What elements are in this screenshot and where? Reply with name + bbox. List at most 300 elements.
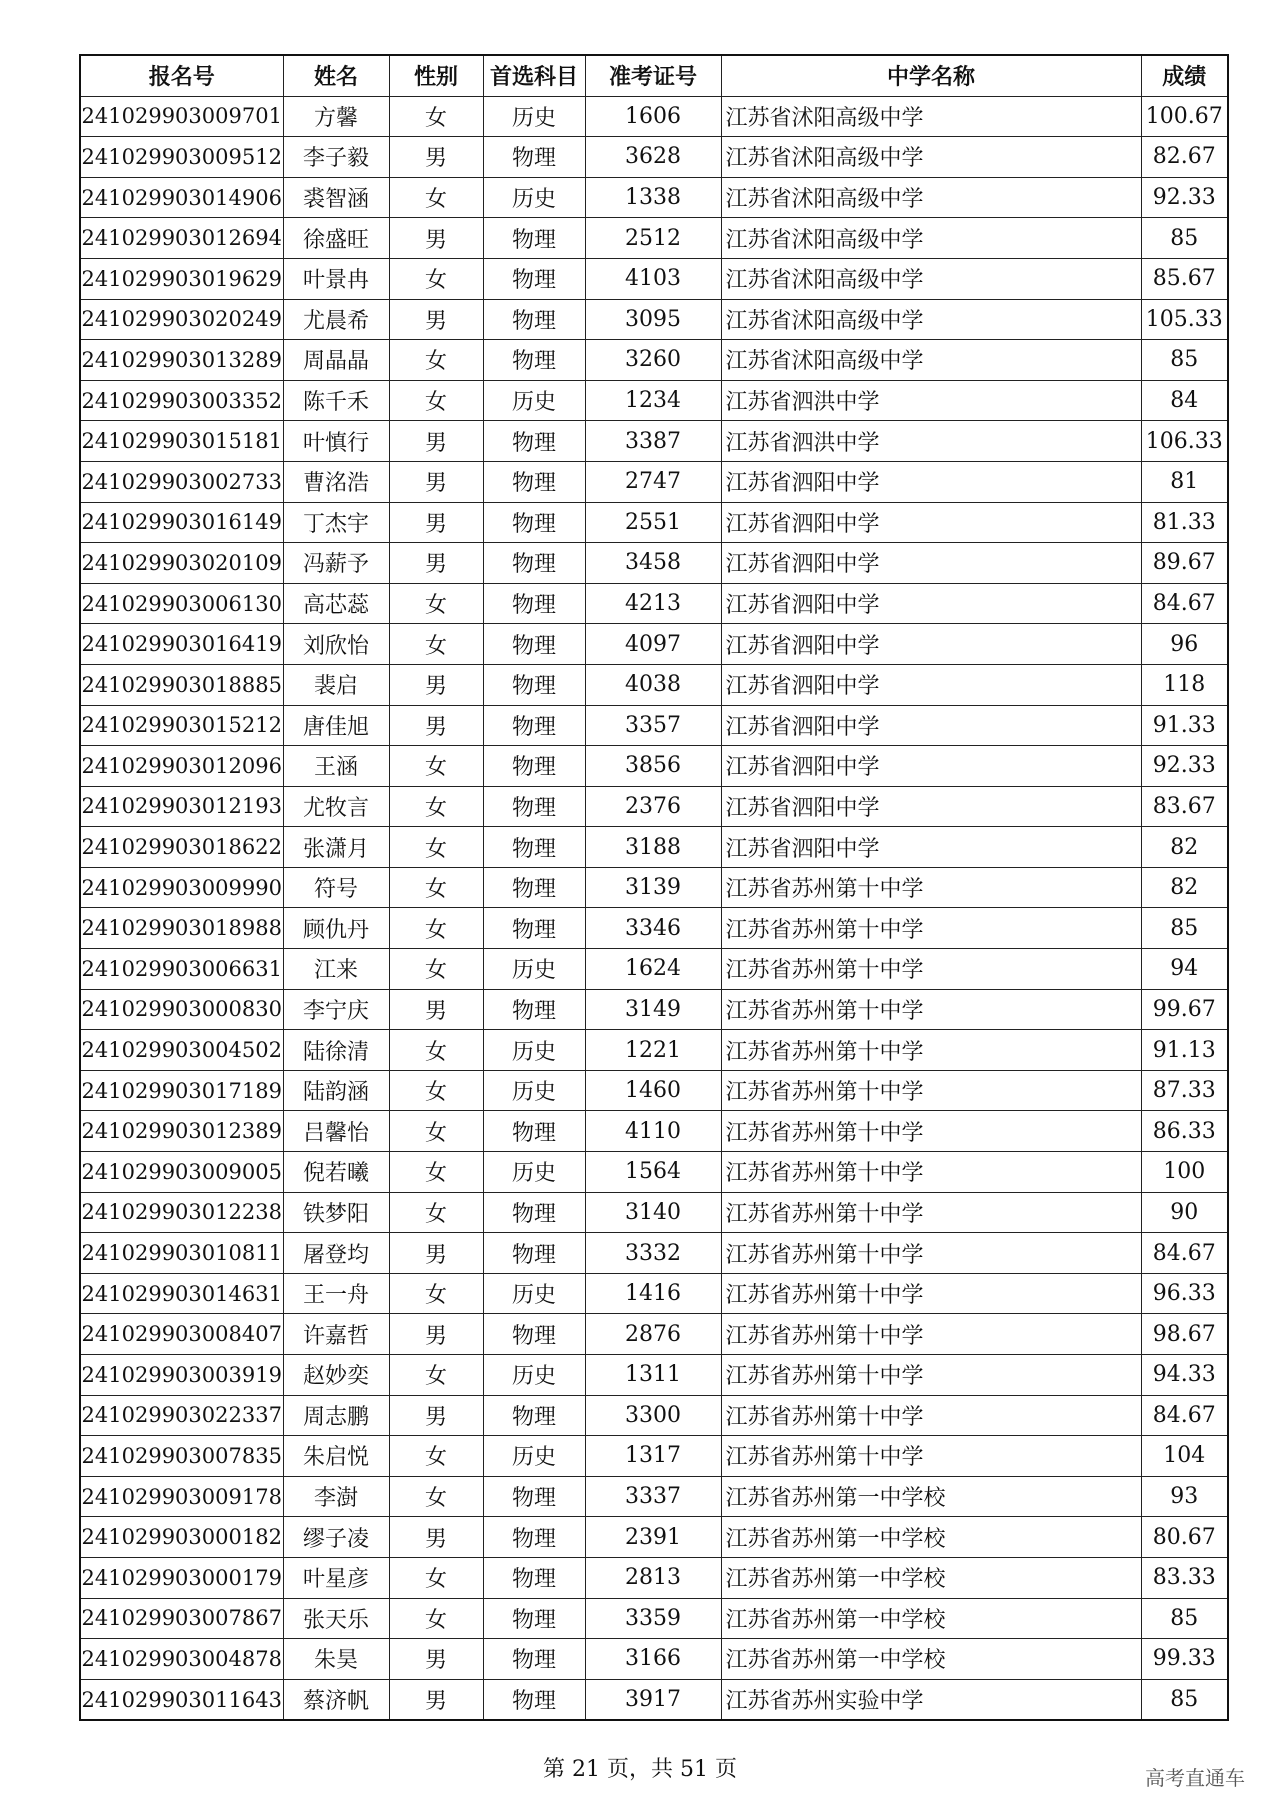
cell-gender: 女 bbox=[389, 624, 483, 665]
cell-registration-no: 241029903012694 bbox=[80, 218, 283, 259]
table-row bbox=[80, 786, 1228, 827]
cell-exam-no: 1624 bbox=[585, 949, 721, 990]
table-row bbox=[80, 1192, 1228, 1233]
cell-score: 96 bbox=[1141, 624, 1228, 665]
cell-registration-no: 241029903015181 bbox=[80, 421, 283, 462]
cell-gender: 女 bbox=[389, 1111, 483, 1152]
cell-score: 85.67 bbox=[1141, 258, 1228, 299]
cell-exam-no: 3458 bbox=[585, 543, 721, 584]
cell-subject: 物理 bbox=[483, 1476, 585, 1517]
table-row bbox=[80, 218, 1228, 259]
cell-gender: 男 bbox=[389, 299, 483, 340]
table-row bbox=[80, 258, 1228, 299]
cell-subject: 物理 bbox=[483, 1679, 585, 1720]
table-row bbox=[80, 1557, 1228, 1598]
cell-gender: 女 bbox=[389, 177, 483, 218]
cell-exam-no: 3628 bbox=[585, 137, 721, 178]
cell-subject: 历史 bbox=[483, 177, 585, 218]
cell-registration-no: 241029903020249 bbox=[80, 299, 283, 340]
cell-name: 陈千禾 bbox=[283, 380, 389, 421]
cell-subject: 物理 bbox=[483, 827, 585, 868]
cell-registration-no: 241029903012389 bbox=[80, 1111, 283, 1152]
table-row bbox=[80, 827, 1228, 868]
cell-gender: 男 bbox=[389, 461, 483, 502]
cell-name: 陆徐清 bbox=[283, 1030, 389, 1071]
table-row bbox=[80, 1517, 1228, 1558]
cell-subject: 物理 bbox=[483, 989, 585, 1030]
cell-exam-no: 1234 bbox=[585, 380, 721, 421]
table-row bbox=[80, 705, 1228, 746]
table-row bbox=[80, 1030, 1228, 1071]
header-row bbox=[80, 55, 1228, 96]
cell-name: 刘欣怡 bbox=[283, 624, 389, 665]
cell-exam-no: 3139 bbox=[585, 867, 721, 908]
header-name: 姓名 bbox=[283, 55, 389, 96]
cell-exam-no: 3188 bbox=[585, 827, 721, 868]
page-number: 第 21 页，共 51 页 bbox=[543, 1757, 737, 1782]
cell-school: 江苏省泗阳中学 bbox=[721, 705, 1141, 746]
cell-exam-no: 3917 bbox=[585, 1679, 721, 1720]
table-row bbox=[80, 989, 1228, 1030]
cell-gender: 女 bbox=[389, 340, 483, 381]
cell-registration-no: 241029903004878 bbox=[80, 1639, 283, 1680]
table-row bbox=[80, 624, 1228, 665]
cell-name: 倪若曦 bbox=[283, 1152, 389, 1193]
table-row bbox=[80, 177, 1228, 218]
cell-registration-no: 241029903000830 bbox=[80, 989, 283, 1030]
cell-score: 99.33 bbox=[1141, 1639, 1228, 1680]
cell-name: 叶景冉 bbox=[283, 258, 389, 299]
cell-registration-no: 241029903018885 bbox=[80, 664, 283, 705]
table-row bbox=[80, 1233, 1228, 1274]
cell-score: 84.67 bbox=[1141, 583, 1228, 624]
cell-gender: 女 bbox=[389, 867, 483, 908]
cell-school: 江苏省苏州第一中学校 bbox=[721, 1557, 1141, 1598]
cell-score: 104 bbox=[1141, 1436, 1228, 1477]
table-row bbox=[80, 380, 1228, 421]
cell-name: 张潇月 bbox=[283, 827, 389, 868]
cell-score: 84 bbox=[1141, 380, 1228, 421]
cell-exam-no: 3337 bbox=[585, 1476, 721, 1517]
table-row bbox=[80, 664, 1228, 705]
cell-school: 江苏省苏州第十中学 bbox=[721, 1233, 1141, 1274]
cell-exam-no: 3359 bbox=[585, 1598, 721, 1639]
table-row bbox=[80, 746, 1228, 787]
cell-exam-no: 2376 bbox=[585, 786, 721, 827]
cell-school: 江苏省泗洪中学 bbox=[721, 380, 1141, 421]
header-exam-no: 准考证号 bbox=[585, 55, 721, 96]
header-subject: 首选科目 bbox=[483, 55, 585, 96]
cell-name: 裘智涵 bbox=[283, 177, 389, 218]
cell-registration-no: 241029903012238 bbox=[80, 1192, 283, 1233]
table-row bbox=[80, 583, 1228, 624]
cell-name: 符号 bbox=[283, 867, 389, 908]
cell-registration-no: 241029903018988 bbox=[80, 908, 283, 949]
cell-name: 江来 bbox=[283, 949, 389, 990]
table-row bbox=[80, 1273, 1228, 1314]
cell-exam-no: 4097 bbox=[585, 624, 721, 665]
cell-name: 徐盛旺 bbox=[283, 218, 389, 259]
cell-school: 江苏省沭阳高级中学 bbox=[721, 137, 1141, 178]
table-body bbox=[80, 96, 1228, 1720]
cell-score: 118 bbox=[1141, 664, 1228, 705]
table-row bbox=[80, 1314, 1228, 1355]
cell-subject: 物理 bbox=[483, 1639, 585, 1680]
cell-score: 106.33 bbox=[1141, 421, 1228, 462]
cell-gender: 女 bbox=[389, 1598, 483, 1639]
header-school: 中学名称 bbox=[721, 55, 1141, 96]
table-row bbox=[80, 1111, 1228, 1152]
cell-school: 江苏省苏州第十中学 bbox=[721, 1314, 1141, 1355]
cell-gender: 女 bbox=[389, 258, 483, 299]
cell-registration-no: 241029903014906 bbox=[80, 177, 283, 218]
cell-gender: 男 bbox=[389, 1314, 483, 1355]
cell-name: 李宁庆 bbox=[283, 989, 389, 1030]
cell-gender: 女 bbox=[389, 1557, 483, 1598]
cell-school: 江苏省泗阳中学 bbox=[721, 583, 1141, 624]
cell-school: 江苏省泗阳中学 bbox=[721, 664, 1141, 705]
cell-gender: 女 bbox=[389, 380, 483, 421]
cell-exam-no: 1606 bbox=[585, 96, 721, 137]
cell-score: 94 bbox=[1141, 949, 1228, 990]
table-row bbox=[80, 96, 1228, 137]
cell-name: 李澍 bbox=[283, 1476, 389, 1517]
cell-score: 105.33 bbox=[1141, 299, 1228, 340]
cell-registration-no: 241029903012193 bbox=[80, 786, 283, 827]
cell-school: 江苏省苏州第十中学 bbox=[721, 1192, 1141, 1233]
cell-subject: 物理 bbox=[483, 258, 585, 299]
cell-gender: 男 bbox=[389, 218, 483, 259]
cell-school: 江苏省苏州第一中学校 bbox=[721, 1517, 1141, 1558]
cell-registration-no: 241029903018622 bbox=[80, 827, 283, 868]
cell-gender: 男 bbox=[389, 502, 483, 543]
cell-gender: 男 bbox=[389, 664, 483, 705]
cell-subject: 物理 bbox=[483, 1314, 585, 1355]
cell-exam-no: 3357 bbox=[585, 705, 721, 746]
cell-exam-no: 1311 bbox=[585, 1355, 721, 1396]
cell-registration-no: 241029903006631 bbox=[80, 949, 283, 990]
cell-school: 江苏省苏州第十中学 bbox=[721, 1070, 1141, 1111]
cell-school: 江苏省苏州第十中学 bbox=[721, 1355, 1141, 1396]
cell-score: 85 bbox=[1141, 908, 1228, 949]
cell-school: 江苏省苏州第十中学 bbox=[721, 1111, 1141, 1152]
cell-gender: 女 bbox=[389, 1476, 483, 1517]
cell-score: 81.33 bbox=[1141, 502, 1228, 543]
cell-name: 吕馨怡 bbox=[283, 1111, 389, 1152]
cell-subject: 物理 bbox=[483, 218, 585, 259]
cell-score: 91.33 bbox=[1141, 705, 1228, 746]
cell-name: 方馨 bbox=[283, 96, 389, 137]
cell-exam-no: 2391 bbox=[585, 1517, 721, 1558]
cell-registration-no: 241029903002733 bbox=[80, 461, 283, 502]
cell-subject: 历史 bbox=[483, 1273, 585, 1314]
cell-exam-no: 1221 bbox=[585, 1030, 721, 1071]
cell-school: 江苏省苏州第十中学 bbox=[721, 1152, 1141, 1193]
cell-score: 92.33 bbox=[1141, 177, 1228, 218]
cell-registration-no: 241029903016419 bbox=[80, 624, 283, 665]
cell-registration-no: 241029903009005 bbox=[80, 1152, 283, 1193]
cell-score: 85 bbox=[1141, 1598, 1228, 1639]
cell-subject: 物理 bbox=[483, 421, 585, 462]
cell-registration-no: 241029903003919 bbox=[80, 1355, 283, 1396]
cell-score: 94.33 bbox=[1141, 1355, 1228, 1396]
cell-gender: 男 bbox=[389, 1233, 483, 1274]
table-row bbox=[80, 1639, 1228, 1680]
cell-school: 江苏省苏州第一中学校 bbox=[721, 1476, 1141, 1517]
cell-exam-no: 1460 bbox=[585, 1070, 721, 1111]
cell-score: 100 bbox=[1141, 1152, 1228, 1193]
cell-exam-no: 3300 bbox=[585, 1395, 721, 1436]
cell-name: 冯薪予 bbox=[283, 543, 389, 584]
cell-name: 尤晨希 bbox=[283, 299, 389, 340]
table-row bbox=[80, 1070, 1228, 1111]
cell-score: 100.67 bbox=[1141, 96, 1228, 137]
cell-registration-no: 241029903010811 bbox=[80, 1233, 283, 1274]
cell-subject: 物理 bbox=[483, 1557, 585, 1598]
cell-registration-no: 241029903006130 bbox=[80, 583, 283, 624]
cell-gender: 女 bbox=[389, 1152, 483, 1193]
cell-name: 陆韵涵 bbox=[283, 1070, 389, 1111]
cell-registration-no: 241029903012096 bbox=[80, 746, 283, 787]
cell-score: 85 bbox=[1141, 1679, 1228, 1720]
cell-gender: 女 bbox=[389, 1355, 483, 1396]
cell-name: 尤牧言 bbox=[283, 786, 389, 827]
cell-name: 李子毅 bbox=[283, 137, 389, 178]
table-row bbox=[80, 949, 1228, 990]
table-row bbox=[80, 1598, 1228, 1639]
cell-name: 曹洺浩 bbox=[283, 461, 389, 502]
cell-subject: 物理 bbox=[483, 624, 585, 665]
cell-name: 铁梦阳 bbox=[283, 1192, 389, 1233]
cell-exam-no: 3260 bbox=[585, 340, 721, 381]
cell-subject: 物理 bbox=[483, 786, 585, 827]
cell-subject: 物理 bbox=[483, 1395, 585, 1436]
cell-score: 87.33 bbox=[1141, 1070, 1228, 1111]
cell-score: 81 bbox=[1141, 461, 1228, 502]
cell-registration-no: 241029903000179 bbox=[80, 1557, 283, 1598]
cell-registration-no: 241029903014631 bbox=[80, 1273, 283, 1314]
cell-exam-no: 4110 bbox=[585, 1111, 721, 1152]
cell-school: 江苏省苏州第十中学 bbox=[721, 1030, 1141, 1071]
table-row bbox=[80, 543, 1228, 584]
cell-subject: 物理 bbox=[483, 1233, 585, 1274]
cell-registration-no: 241029903009512 bbox=[80, 137, 283, 178]
cell-subject: 物理 bbox=[483, 746, 585, 787]
cell-registration-no: 241029903007835 bbox=[80, 1436, 283, 1477]
cell-exam-no: 2512 bbox=[585, 218, 721, 259]
cell-gender: 女 bbox=[389, 746, 483, 787]
cell-score: 85 bbox=[1141, 218, 1228, 259]
cell-name: 丁杰宇 bbox=[283, 502, 389, 543]
cell-gender: 男 bbox=[389, 989, 483, 1030]
cell-gender: 女 bbox=[389, 908, 483, 949]
cell-name: 张天乐 bbox=[283, 1598, 389, 1639]
cell-name: 唐佳旭 bbox=[283, 705, 389, 746]
cell-name: 顾仇丹 bbox=[283, 908, 389, 949]
cell-subject: 物理 bbox=[483, 908, 585, 949]
cell-exam-no: 2876 bbox=[585, 1314, 721, 1355]
cell-school: 江苏省泗阳中学 bbox=[721, 543, 1141, 584]
cell-gender: 男 bbox=[389, 1679, 483, 1720]
cell-exam-no: 3149 bbox=[585, 989, 721, 1030]
header-registration-no: 报名号 bbox=[80, 55, 283, 96]
cell-school: 江苏省泗阳中学 bbox=[721, 746, 1141, 787]
table-row bbox=[80, 1476, 1228, 1517]
cell-score: 82 bbox=[1141, 827, 1228, 868]
cell-score: 86.33 bbox=[1141, 1111, 1228, 1152]
cell-exam-no: 2813 bbox=[585, 1557, 721, 1598]
cell-gender: 男 bbox=[389, 1517, 483, 1558]
table-row bbox=[80, 502, 1228, 543]
cell-score: 80.67 bbox=[1141, 1517, 1228, 1558]
cell-name: 王一舟 bbox=[283, 1273, 389, 1314]
cell-name: 蔡济帆 bbox=[283, 1679, 389, 1720]
cell-score: 83.67 bbox=[1141, 786, 1228, 827]
cell-exam-no: 4038 bbox=[585, 664, 721, 705]
cell-subject: 历史 bbox=[483, 949, 585, 990]
cell-exam-no: 3095 bbox=[585, 299, 721, 340]
cell-name: 叶慎行 bbox=[283, 421, 389, 462]
cell-subject: 物理 bbox=[483, 1192, 585, 1233]
cell-score: 96.33 bbox=[1141, 1273, 1228, 1314]
cell-school: 江苏省苏州第十中学 bbox=[721, 989, 1141, 1030]
table-row bbox=[80, 1679, 1228, 1720]
header-score: 成绩 bbox=[1141, 55, 1228, 96]
cell-score: 90 bbox=[1141, 1192, 1228, 1233]
cell-name: 朱昊 bbox=[283, 1639, 389, 1680]
header-gender: 性别 bbox=[389, 55, 483, 96]
cell-exam-no: 4213 bbox=[585, 583, 721, 624]
cell-registration-no: 241029903004502 bbox=[80, 1030, 283, 1071]
cell-score: 85 bbox=[1141, 340, 1228, 381]
table-row bbox=[80, 908, 1228, 949]
table-row bbox=[80, 1152, 1228, 1193]
cell-school: 江苏省沭阳高级中学 bbox=[721, 258, 1141, 299]
cell-gender: 男 bbox=[389, 421, 483, 462]
cell-registration-no: 241029903011643 bbox=[80, 1679, 283, 1720]
cell-subject: 物理 bbox=[483, 543, 585, 584]
cell-score: 92.33 bbox=[1141, 746, 1228, 787]
cell-subject: 物理 bbox=[483, 1111, 585, 1152]
cell-school: 江苏省沭阳高级中学 bbox=[721, 96, 1141, 137]
cell-name: 周晶晶 bbox=[283, 340, 389, 381]
cell-registration-no: 241029903019629 bbox=[80, 258, 283, 299]
score-table bbox=[79, 54, 1229, 1721]
cell-exam-no: 2747 bbox=[585, 461, 721, 502]
cell-name: 王涵 bbox=[283, 746, 389, 787]
cell-registration-no: 241029903013289 bbox=[80, 340, 283, 381]
cell-school: 江苏省苏州第十中学 bbox=[721, 867, 1141, 908]
cell-gender: 女 bbox=[389, 1070, 483, 1111]
cell-exam-no: 1338 bbox=[585, 177, 721, 218]
cell-school: 江苏省泗洪中学 bbox=[721, 421, 1141, 462]
cell-gender: 女 bbox=[389, 827, 483, 868]
cell-school: 江苏省沭阳高级中学 bbox=[721, 177, 1141, 218]
cell-score: 84.67 bbox=[1141, 1233, 1228, 1274]
cell-registration-no: 241029903009990 bbox=[80, 867, 283, 908]
cell-exam-no: 3346 bbox=[585, 908, 721, 949]
cell-name: 屠登均 bbox=[283, 1233, 389, 1274]
cell-registration-no: 241029903003352 bbox=[80, 380, 283, 421]
cell-subject: 物理 bbox=[483, 1517, 585, 1558]
cell-subject: 历史 bbox=[483, 96, 585, 137]
cell-gender: 男 bbox=[389, 705, 483, 746]
cell-name: 高芯蕊 bbox=[283, 583, 389, 624]
cell-gender: 女 bbox=[389, 1030, 483, 1071]
cell-exam-no: 3140 bbox=[585, 1192, 721, 1233]
cell-gender: 男 bbox=[389, 1639, 483, 1680]
cell-registration-no: 241029903007867 bbox=[80, 1598, 283, 1639]
cell-subject: 历史 bbox=[483, 1070, 585, 1111]
cell-school: 江苏省沭阳高级中学 bbox=[721, 340, 1141, 381]
cell-subject: 物理 bbox=[483, 867, 585, 908]
table-row bbox=[80, 421, 1228, 462]
cell-exam-no: 1564 bbox=[585, 1152, 721, 1193]
table-row bbox=[80, 1355, 1228, 1396]
table-row bbox=[80, 1436, 1228, 1477]
table-row bbox=[80, 299, 1228, 340]
cell-school: 江苏省泗阳中学 bbox=[721, 786, 1141, 827]
cell-subject: 物理 bbox=[483, 461, 585, 502]
cell-exam-no: 3387 bbox=[585, 421, 721, 462]
cell-subject: 物理 bbox=[483, 137, 585, 178]
cell-subject: 历史 bbox=[483, 1152, 585, 1193]
cell-gender: 男 bbox=[389, 543, 483, 584]
table-row bbox=[80, 340, 1228, 381]
cell-subject: 历史 bbox=[483, 1355, 585, 1396]
cell-exam-no: 3332 bbox=[585, 1233, 721, 1274]
cell-school: 江苏省沭阳高级中学 bbox=[721, 218, 1141, 259]
cell-gender: 女 bbox=[389, 96, 483, 137]
cell-school: 江苏省泗阳中学 bbox=[721, 461, 1141, 502]
cell-gender: 女 bbox=[389, 1273, 483, 1314]
cell-school: 江苏省苏州第十中学 bbox=[721, 1395, 1141, 1436]
cell-registration-no: 241029903022337 bbox=[80, 1395, 283, 1436]
cell-school: 江苏省苏州第一中学校 bbox=[721, 1639, 1141, 1680]
cell-subject: 物理 bbox=[483, 705, 585, 746]
cell-score: 82.67 bbox=[1141, 137, 1228, 178]
cell-registration-no: 241029903009701 bbox=[80, 96, 283, 137]
cell-name: 叶星彦 bbox=[283, 1557, 389, 1598]
cell-gender: 女 bbox=[389, 1192, 483, 1233]
cell-score: 98.67 bbox=[1141, 1314, 1228, 1355]
cell-gender: 女 bbox=[389, 1436, 483, 1477]
watermark: 高考直通车 bbox=[1145, 1766, 1245, 1790]
cell-registration-no: 241029903008407 bbox=[80, 1314, 283, 1355]
table-row bbox=[80, 1395, 1228, 1436]
cell-school: 江苏省泗阳中学 bbox=[721, 502, 1141, 543]
cell-subject: 历史 bbox=[483, 1436, 585, 1477]
cell-registration-no: 241029903017189 bbox=[80, 1070, 283, 1111]
cell-subject: 物理 bbox=[483, 583, 585, 624]
cell-school: 江苏省苏州第十中学 bbox=[721, 908, 1141, 949]
cell-subject: 物理 bbox=[483, 1598, 585, 1639]
cell-exam-no: 1416 bbox=[585, 1273, 721, 1314]
cell-score: 83.33 bbox=[1141, 1557, 1228, 1598]
cell-exam-no: 3856 bbox=[585, 746, 721, 787]
cell-school: 江苏省泗阳中学 bbox=[721, 624, 1141, 665]
cell-school: 江苏省苏州第十中学 bbox=[721, 949, 1141, 990]
cell-score: 89.67 bbox=[1141, 543, 1228, 584]
table-row bbox=[80, 461, 1228, 502]
table-row bbox=[80, 137, 1228, 178]
cell-exam-no: 1317 bbox=[585, 1436, 721, 1477]
cell-score: 93 bbox=[1141, 1476, 1228, 1517]
cell-name: 许嘉哲 bbox=[283, 1314, 389, 1355]
cell-subject: 历史 bbox=[483, 1030, 585, 1071]
cell-gender: 女 bbox=[389, 786, 483, 827]
cell-school: 江苏省苏州实验中学 bbox=[721, 1679, 1141, 1720]
